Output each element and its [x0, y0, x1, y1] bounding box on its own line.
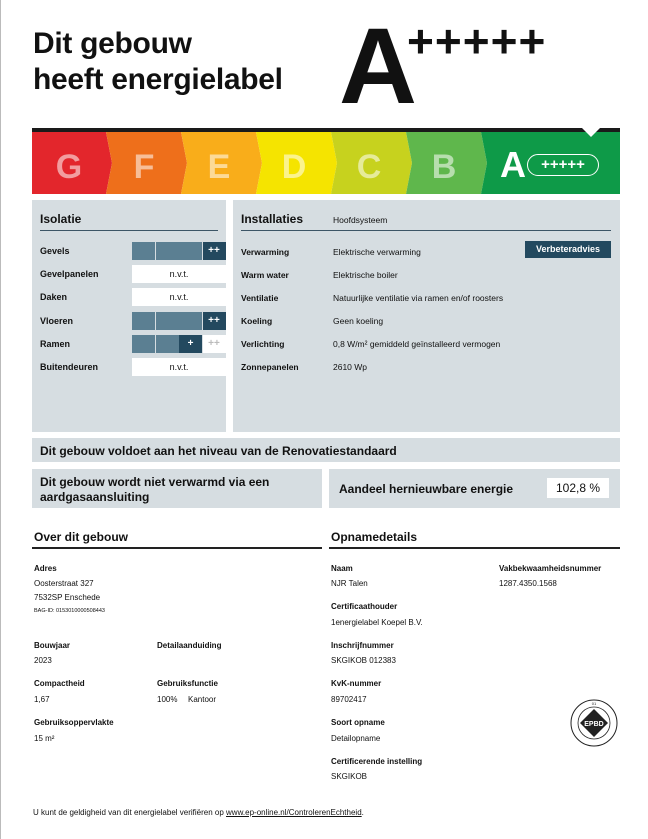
installaties-divider	[241, 230, 611, 231]
gas-bar	[32, 469, 322, 508]
inschrijfnummer-label: Inschrijfnummer	[331, 641, 394, 650]
certificerende-instelling-label: Certificerende instelling	[331, 757, 423, 766]
title-line-1: Dit gebouw	[33, 27, 192, 60]
scale-current-letter: A	[500, 144, 526, 185]
installatie-label: Ventilatie	[241, 293, 279, 303]
isolatie-panel	[32, 200, 226, 432]
certificerende-instelling-value: SKGIKOB	[331, 772, 368, 781]
installaties-panel	[233, 200, 620, 432]
isolatie-rating	[132, 242, 226, 260]
seal-number: 01	[591, 701, 597, 706]
scale-letter-b: B	[431, 148, 457, 186]
installatie-label: Zonnepanelen	[241, 362, 299, 372]
isolatie-row-label: Gevelpanelen	[40, 269, 99, 279]
scale-letter-d: D	[281, 148, 307, 186]
seal-text: EPBD	[584, 721, 604, 728]
isolatie-rating	[132, 358, 226, 376]
installatie-label: Verlichting	[241, 339, 285, 349]
energy-label-letter: A	[339, 5, 417, 126]
rating-segment	[179, 242, 202, 260]
adres-line-1: Oosterstraat 327	[34, 579, 94, 588]
inschrijfnummer-value: SKGIKOB 012383	[331, 656, 396, 665]
isolatie-row	[40, 312, 250, 330]
isolatie-row-label: Vloeren	[40, 316, 74, 326]
isolatie-nvt: n.v.t.	[132, 265, 226, 283]
rating-mark: ++	[203, 312, 226, 330]
renovatie-text: Dit gebouw voldoet aan het niveau van de Renovatiestandaard	[40, 444, 397, 458]
gebruiksfunctie-label: Gebruiksfunctie	[157, 679, 218, 688]
rating-mark: +	[179, 335, 202, 353]
naam-value: NJR Talen	[331, 579, 368, 588]
isolatie-rating	[132, 335, 226, 353]
rating-segment	[179, 312, 202, 330]
bag-id: BAG-ID: 0153010000508443	[34, 608, 105, 614]
isolatie-rating	[132, 288, 226, 306]
isolatie-row	[40, 335, 250, 353]
isolatie-nvt: n.v.t.	[132, 358, 226, 376]
gebruiksfunctie-pct: 100%	[157, 695, 178, 704]
naam-label: Naam	[331, 564, 353, 573]
isolatie-rating	[132, 265, 226, 283]
energy-label-plus: +++++	[407, 15, 547, 67]
gebruiksoppervlakte-value: 15 m²	[34, 734, 55, 743]
footer-text: U kunt de geldigheid van dit energielabel verifiëren op	[33, 808, 227, 817]
rating-rest: ++	[203, 335, 226, 353]
installatie-value: Natuurlijke ventilatie via ramen en/of roosters	[333, 293, 504, 303]
footer-note	[33, 808, 364, 817]
scale-letter-g: G	[55, 148, 83, 186]
scale-current-plus: +++++	[527, 154, 599, 176]
verification-link[interactable]: www.ep-online.nl/ControlerenEchtheid	[226, 808, 362, 817]
gebruiksfunctie-value: Kantoor	[188, 695, 217, 704]
hernieuwbaar-value: 102,8 %	[547, 478, 609, 498]
over-rule	[32, 547, 322, 549]
scale-letter-f: F	[133, 148, 155, 186]
scale-letter-c: C	[356, 148, 382, 186]
detailaanduiding-label: Detailaanduiding	[157, 641, 222, 650]
installatie-value: Geen koeling	[333, 316, 384, 326]
bouwjaar-value: 2023	[34, 656, 52, 665]
rating-segment	[132, 312, 155, 330]
rating-segment	[132, 335, 155, 353]
vakbekwaamheid-value: 1287.4350.1568	[499, 579, 557, 588]
rating-segment	[132, 242, 155, 260]
compactheid-label: Compactheid	[34, 679, 85, 688]
gas-text: Dit gebouw wordt niet verwarmd via een aardgasaansluiting	[40, 475, 270, 504]
title-line-2: heeft energielabel	[33, 63, 283, 96]
compactheid-value: 1,67	[34, 695, 50, 704]
rating-segment	[156, 335, 179, 353]
footer-end: .	[361, 808, 364, 817]
verbeteradvies-button[interactable]: Verbeteradvies	[525, 241, 611, 258]
isolatie-row-label: Gevels	[40, 246, 70, 256]
rating-segment	[156, 242, 179, 260]
scale-marker-icon	[582, 128, 600, 137]
page-title	[33, 26, 283, 98]
adres-label: Adres	[34, 564, 57, 573]
isolatie-divider	[40, 230, 218, 231]
gebruiksoppervlakte-label: Gebruiksoppervlakte	[34, 718, 114, 727]
adres-line-2: 7532SP Enschede	[34, 593, 101, 602]
certificaathouder-value: 1energielabel Koepel B.V.	[331, 618, 423, 627]
over-title: Over dit gebouw	[34, 530, 129, 544]
installatie-label: Verwarming	[241, 247, 290, 257]
installatie-value: Elektrische boiler	[333, 270, 398, 280]
certificaathouder-label: Certificaathouder	[331, 602, 398, 611]
hernieuwbaar-bar	[329, 469, 620, 508]
isolatie-nvt: n.v.t.	[132, 288, 226, 306]
bouwjaar-label: Bouwjaar	[34, 641, 71, 650]
isolatie-row-label: Ramen	[40, 339, 71, 349]
isolatie-row	[40, 265, 250, 283]
isolatie-row-label: Daken	[40, 292, 68, 302]
soort-opname-value: Detailopname	[331, 734, 381, 743]
isolatie-row	[40, 288, 250, 306]
rating-mark: ++	[203, 242, 226, 260]
soort-opname-label: Soort opname	[331, 718, 385, 727]
scale-letter-e: E	[207, 148, 231, 186]
kvk-value: 89702417	[331, 695, 367, 704]
opname-title: Opnamedetails	[331, 530, 418, 544]
installatie-value: 0,8 W/m² gemiddeld geïnstalleerd vermogen	[333, 339, 501, 349]
hernieuwbaar-label: Aandeel hernieuwbare energie	[339, 482, 514, 496]
installaties-title: Installaties	[241, 212, 304, 226]
kvk-label: KvK-nummer	[331, 679, 382, 688]
renovatie-bar	[32, 438, 620, 462]
vakbekwaamheid-label: Vakbekwaamheidsnummer	[499, 564, 602, 573]
installatie-label: Koeling	[241, 316, 273, 326]
opname-rule	[329, 547, 620, 549]
rating-segment	[156, 312, 179, 330]
installaties-subtitle: Hoofdsysteem	[333, 215, 388, 225]
installatie-value: 2610 Wp	[333, 362, 368, 372]
isolatie-row-label: Buitendeuren	[40, 362, 99, 372]
installatie-value: Elektrische verwarming	[333, 247, 421, 257]
isolatie-row	[40, 242, 250, 260]
installatie-label: Warm water	[241, 270, 289, 280]
isolatie-title: Isolatie	[40, 212, 82, 226]
epbd-seal-icon	[569, 698, 619, 748]
isolatie-row	[40, 358, 250, 376]
energy-scale	[32, 128, 620, 194]
isolatie-rating	[132, 312, 226, 330]
